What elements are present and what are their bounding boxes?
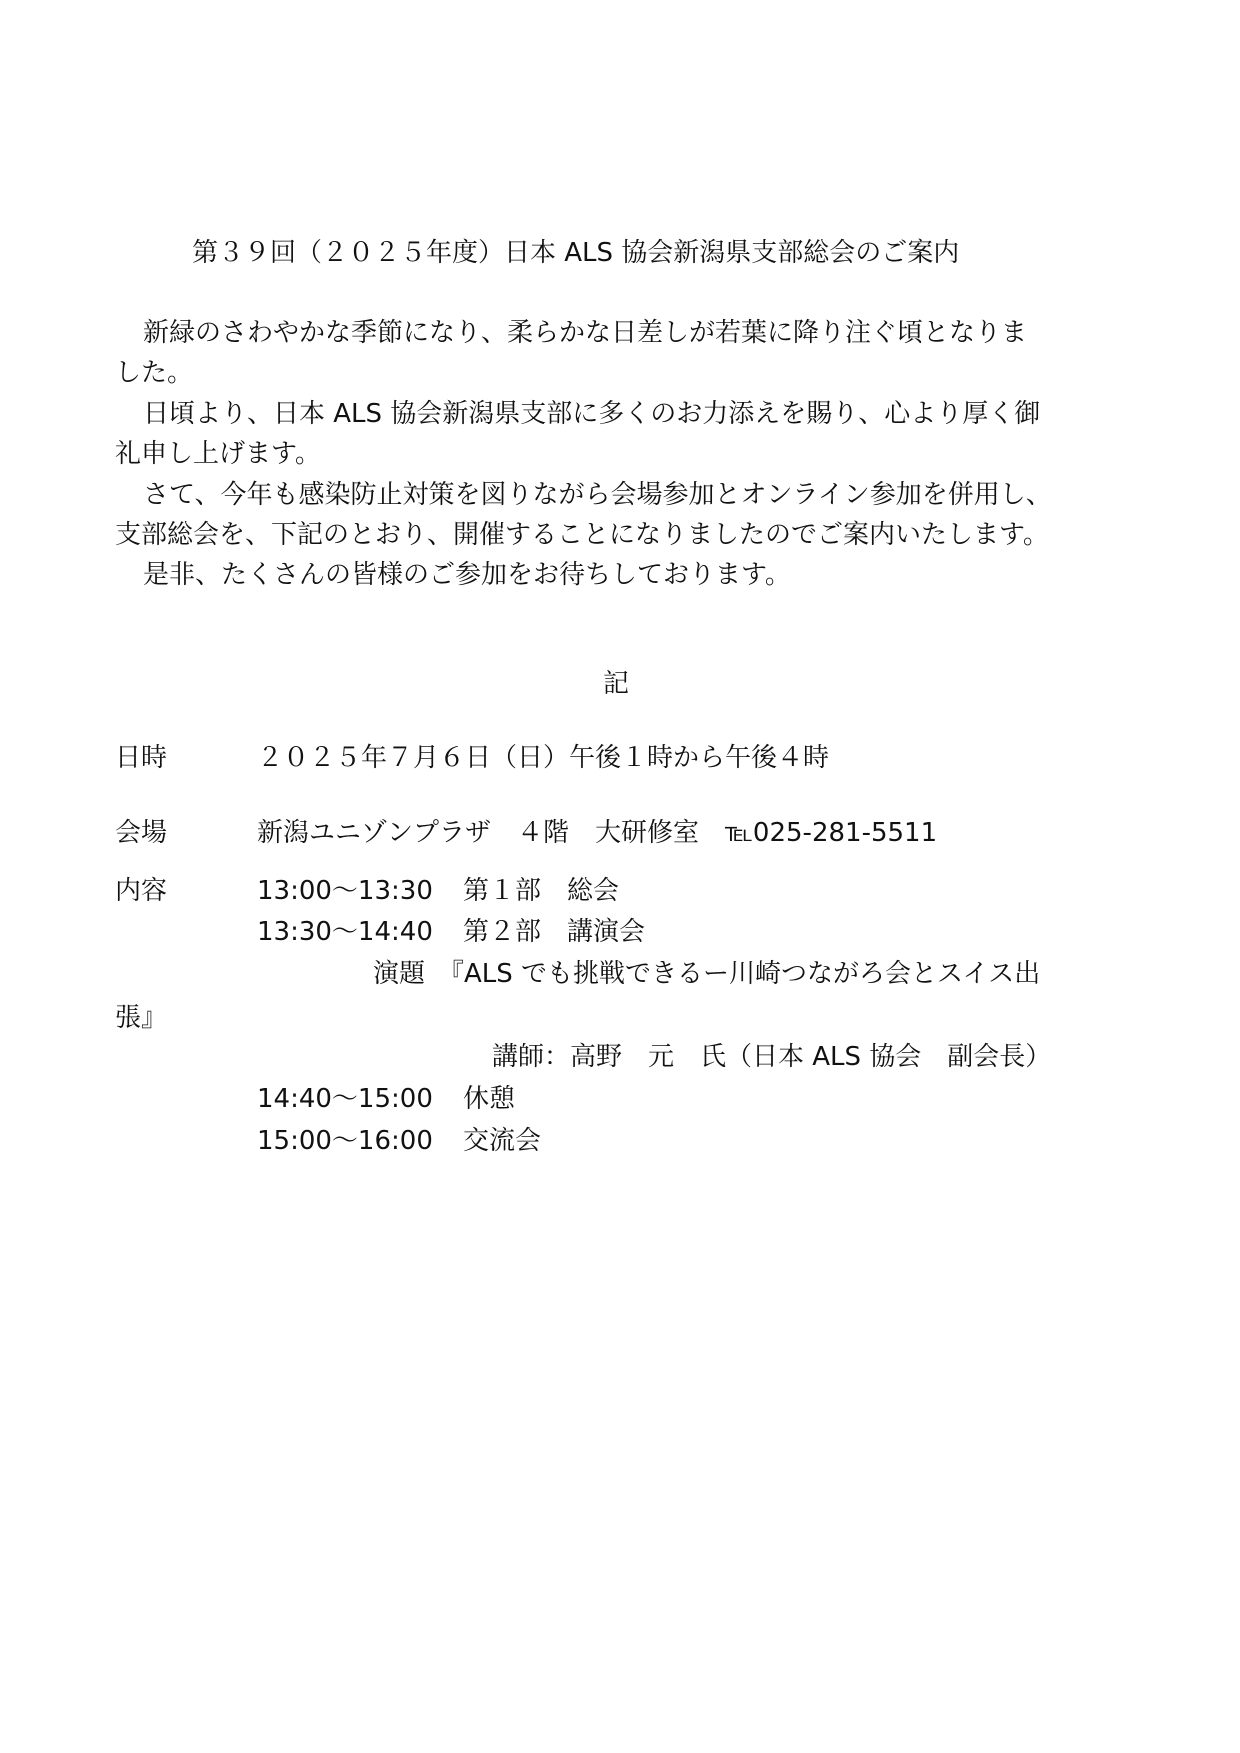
datetime-label: 日時: [115, 743, 168, 773]
lecture-title-line-1: 演題 『ALS でも挑戦できるー川崎つながろ会とスイス出: [373, 959, 1041, 989]
schedule-time-4: 15:00～16:00: [257, 1126, 433, 1156]
schedule-time-2: 13:30～14:40: [257, 917, 433, 947]
schedule-item-1: 第１部 総会: [463, 876, 620, 906]
schedule-item-2: 第２部 講演会: [463, 917, 646, 947]
venue-label: 会場: [115, 818, 168, 848]
paragraph-3-line-1: さて、今年も感染防止対策を図りながら会場参加とオンライン参加を併用し、: [143, 480, 1052, 510]
paragraph-1-line-1: 新緑のさわやかな季節になり、柔らかな日差しが若葉に降り注ぐ頃となりま: [143, 318, 1028, 348]
schedule-time-3: 14:40～15:00: [257, 1084, 433, 1114]
ki-heading: 記: [603, 669, 630, 699]
schedule-time-1: 13:00～13:30: [257, 876, 433, 906]
content-label: 内容: [115, 876, 168, 906]
lecture-title-line-2: 張』: [115, 1003, 168, 1033]
document-title: 第３９回（２０２５年度）日本 ALS 協会新潟県支部総会のご案内: [192, 238, 960, 268]
paragraph-4-line-1: 是非、たくさんの皆様のご参加をお待ちしております。: [143, 560, 791, 590]
schedule-item-3: 休憩: [463, 1084, 516, 1114]
datetime-value: ２０２５年７月６日（日）午後１時から午後４時: [257, 743, 830, 773]
schedule-item-4: 交流会: [463, 1126, 542, 1156]
venue-value: 新潟ユニゾンプラザ ４階 大研修室 ℡025-281-5511: [257, 818, 938, 848]
paragraph-2-line-1: 日頃より、日本 ALS 協会新潟県支部に多くのお力添えを賜り、心より厚く御: [143, 399, 1041, 429]
paragraph-3-line-2: 支部総会を、下記のとおり、開催することになりましたのでご案内いたします。: [115, 520, 1049, 550]
lecturer: 講師：高野 元 氏（日本 ALS 協会 副会長）: [492, 1042, 1052, 1072]
paragraph-2-line-2: 礼申し上げます。: [115, 439, 321, 469]
paragraph-1-line-2: した。: [115, 358, 194, 388]
